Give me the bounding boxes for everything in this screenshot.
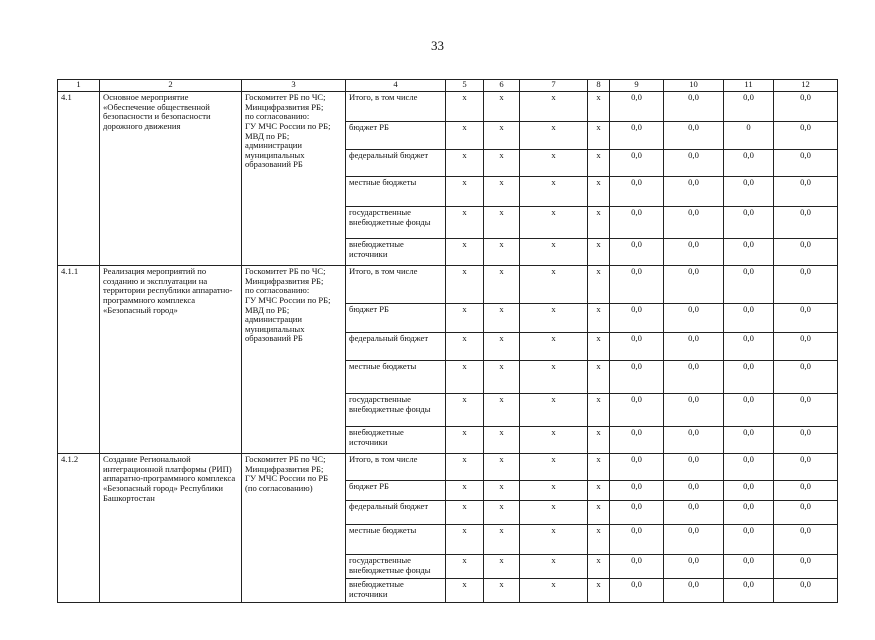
column-number-7: 7	[520, 80, 588, 92]
funding-source: внебюджетные источники	[346, 579, 446, 603]
x-mark-cell: x	[520, 427, 588, 454]
amount-cell: 0,0	[724, 266, 774, 304]
amount-cell: 0,0	[664, 266, 724, 304]
column-number-2: 2	[100, 80, 242, 92]
column-number-9: 9	[610, 80, 664, 92]
amount-cell: 0,0	[610, 92, 664, 122]
x-mark-cell: x	[484, 239, 520, 266]
amount-cell: 0,0	[774, 454, 838, 481]
amount-cell: 0,0	[774, 525, 838, 555]
amount-cell: 0,0	[724, 150, 774, 177]
x-mark-cell: x	[484, 304, 520, 333]
section-name: Основное мероприятие «Обеспечение общественной безопасности и безопасности дорожного движения	[100, 92, 242, 266]
column-number-header-row	[58, 80, 838, 92]
x-mark-cell: x	[484, 122, 520, 150]
amount-cell: 0,0	[664, 454, 724, 481]
table-row	[58, 454, 838, 481]
executor-line: (по согласованию)	[245, 482, 313, 493]
x-mark-cell: x	[446, 266, 484, 304]
x-mark-cell: x	[520, 361, 588, 394]
funding-source: федеральный бюджет	[346, 501, 446, 525]
amount-cell: 0,0	[774, 501, 838, 525]
amount-cell: 0,0	[664, 525, 724, 555]
x-mark-cell: x	[520, 454, 588, 481]
x-mark-cell: x	[484, 501, 520, 525]
section-name: Создание Региональной интеграционной платформы (РИП) аппаратно-программного комплекса «Безопасный город» Республики Башкортостан	[100, 454, 242, 603]
executor-line: ГУ МЧС России по РБ	[245, 473, 329, 484]
column-number-6: 6	[484, 80, 520, 92]
amount-cell: 0,0	[724, 207, 774, 239]
funding-source: государственные внебюджетные фонды	[346, 394, 446, 427]
amount-cell: 0,0	[724, 361, 774, 394]
executor-line: ГУ МЧС России по РБ;	[245, 120, 331, 131]
x-mark-cell: x	[484, 266, 520, 304]
section-number: 4.1.1	[58, 266, 100, 454]
amount-cell: 0,0	[774, 92, 838, 122]
x-mark-cell: x	[520, 394, 588, 427]
executor-line: по согласованию:	[245, 285, 310, 296]
amount-cell: 0	[724, 122, 774, 150]
x-mark-cell: x	[446, 92, 484, 122]
amount-cell: 0,0	[664, 177, 724, 207]
amount-cell: 0,0	[724, 525, 774, 555]
column-number-1: 1	[58, 80, 100, 92]
x-mark-cell: x	[588, 394, 610, 427]
amount-cell: 0,0	[610, 239, 664, 266]
amount-cell: 0,0	[610, 266, 664, 304]
amount-cell: 0,0	[664, 207, 724, 239]
funding-source: Итого, в том числе	[346, 266, 446, 304]
amount-cell: 0,0	[774, 177, 838, 207]
x-mark-cell: x	[446, 394, 484, 427]
funding-source: государственные внебюджетные фонды	[346, 555, 446, 579]
amount-cell: 0,0	[724, 304, 774, 333]
x-mark-cell: x	[588, 427, 610, 454]
amount-cell: 0,0	[610, 394, 664, 427]
program-table	[57, 79, 838, 603]
amount-cell: 0,0	[774, 207, 838, 239]
amount-cell: 0,0	[724, 92, 774, 122]
table-row	[58, 92, 838, 122]
amount-cell: 0,0	[774, 122, 838, 150]
section-number: 4.1.2	[58, 454, 100, 603]
x-mark-cell: x	[446, 304, 484, 333]
x-mark-cell: x	[484, 92, 520, 122]
x-mark-cell: x	[484, 207, 520, 239]
column-number-3: 3	[242, 80, 346, 92]
amount-cell: 0,0	[774, 427, 838, 454]
x-mark-cell: x	[588, 239, 610, 266]
x-mark-cell: x	[446, 239, 484, 266]
x-mark-cell: x	[520, 177, 588, 207]
amount-cell: 0,0	[724, 394, 774, 427]
x-mark-cell: x	[520, 122, 588, 150]
column-number-4: 4	[346, 80, 446, 92]
x-mark-cell: x	[520, 207, 588, 239]
amount-cell: 0,0	[610, 150, 664, 177]
x-mark-cell: x	[520, 239, 588, 266]
x-mark-cell: x	[446, 427, 484, 454]
amount-cell: 0,0	[664, 150, 724, 177]
amount-cell: 0,0	[610, 427, 664, 454]
x-mark-cell: x	[484, 394, 520, 427]
x-mark-cell: x	[446, 177, 484, 207]
amount-cell: 0,0	[610, 304, 664, 333]
x-mark-cell: x	[520, 579, 588, 603]
executor-line: администрации муниципальных образований РБ	[245, 140, 305, 170]
x-mark-cell: x	[484, 454, 520, 481]
amount-cell: 0,0	[610, 555, 664, 579]
x-mark-cell: x	[484, 525, 520, 555]
x-mark-cell: x	[520, 92, 588, 122]
amount-cell: 0,0	[664, 481, 724, 501]
funding-source: внебюджетные источники	[346, 239, 446, 266]
section-name: Реализация мероприятий по созданию и эксплуатации на территории республики аппаратно-программного комплекса «Безопасный город»	[100, 266, 242, 454]
column-number-12: 12	[774, 80, 838, 92]
x-mark-cell: x	[446, 361, 484, 394]
funding-source: Итого, в том числе	[346, 454, 446, 481]
amount-cell: 0,0	[774, 333, 838, 361]
x-mark-cell: x	[484, 579, 520, 603]
page-number: 33	[431, 38, 444, 53]
executor-line: Минцифразвития РБ;	[245, 101, 324, 112]
x-mark-cell: x	[446, 454, 484, 481]
x-mark-cell: x	[520, 304, 588, 333]
amount-cell: 0,0	[724, 454, 774, 481]
amount-cell: 0,0	[724, 177, 774, 207]
executor-line: администрации муниципальных образований РБ	[245, 314, 305, 344]
amount-cell: 0,0	[664, 555, 724, 579]
amount-cell: 0,0	[610, 525, 664, 555]
amount-cell: 0,0	[774, 394, 838, 427]
amount-cell: 0,0	[610, 501, 664, 525]
x-mark-cell: x	[484, 555, 520, 579]
amount-cell: 0,0	[774, 361, 838, 394]
x-mark-cell: x	[446, 579, 484, 603]
x-mark-cell: x	[484, 361, 520, 394]
x-mark-cell: x	[588, 501, 610, 525]
funding-source: внебюджетные источники	[346, 427, 446, 454]
amount-cell: 0,0	[724, 427, 774, 454]
executor-line: МВД по РБ;	[245, 304, 290, 315]
x-mark-cell: x	[588, 454, 610, 481]
amount-cell: 0,0	[724, 501, 774, 525]
x-mark-cell: x	[588, 177, 610, 207]
x-mark-cell: x	[588, 150, 610, 177]
x-mark-cell: x	[588, 304, 610, 333]
funding-source: Итого, в том числе	[346, 92, 446, 122]
executor-line: МВД по РБ;	[245, 130, 290, 141]
x-mark-cell: x	[484, 177, 520, 207]
amount-cell: 0,0	[610, 454, 664, 481]
executor-line: Госкомитет РБ по ЧС;	[245, 92, 326, 102]
amount-cell: 0,0	[774, 239, 838, 266]
x-mark-cell: x	[520, 266, 588, 304]
x-mark-cell: x	[588, 481, 610, 501]
amount-cell: 0,0	[724, 239, 774, 266]
executor-line: Госкомитет РБ по ЧС;	[245, 454, 326, 464]
amount-cell: 0,0	[664, 304, 724, 333]
amount-cell: 0,0	[774, 150, 838, 177]
x-mark-cell: x	[484, 427, 520, 454]
x-mark-cell: x	[446, 207, 484, 239]
amount-cell: 0,0	[610, 481, 664, 501]
x-mark-cell: x	[446, 122, 484, 150]
amount-cell: 0,0	[610, 579, 664, 603]
funding-source: федеральный бюджет	[346, 150, 446, 177]
executor-line: Госкомитет РБ по ЧС;	[245, 266, 326, 276]
section-executor	[242, 266, 346, 454]
amount-cell: 0,0	[610, 207, 664, 239]
x-mark-cell: x	[588, 207, 610, 239]
x-mark-cell: x	[446, 150, 484, 177]
funding-source: бюджет РБ	[346, 122, 446, 150]
funding-source: бюджет РБ	[346, 304, 446, 333]
amount-cell: 0,0	[664, 333, 724, 361]
amount-cell: 0,0	[724, 579, 774, 603]
x-mark-cell: x	[484, 333, 520, 361]
x-mark-cell: x	[446, 333, 484, 361]
amount-cell: 0,0	[664, 92, 724, 122]
x-mark-cell: x	[588, 579, 610, 603]
funding-source: местные бюджеты	[346, 177, 446, 207]
x-mark-cell: x	[588, 361, 610, 394]
x-mark-cell: x	[446, 481, 484, 501]
amount-cell: 0,0	[610, 177, 664, 207]
amount-cell: 0,0	[774, 266, 838, 304]
x-mark-cell: x	[446, 501, 484, 525]
section-executor	[242, 92, 346, 266]
amount-cell: 0,0	[664, 361, 724, 394]
amount-cell: 0,0	[664, 394, 724, 427]
x-mark-cell: x	[520, 501, 588, 525]
amount-cell: 0,0	[610, 122, 664, 150]
table-row	[58, 266, 838, 304]
amount-cell: 0,0	[724, 555, 774, 579]
x-mark-cell: x	[520, 525, 588, 555]
amount-cell: 0,0	[664, 579, 724, 603]
amount-cell: 0,0	[664, 122, 724, 150]
amount-cell: 0,0	[724, 481, 774, 501]
funding-source: бюджет РБ	[346, 481, 446, 501]
amount-cell: 0,0	[724, 333, 774, 361]
column-number-10: 10	[664, 80, 724, 92]
x-mark-cell: x	[520, 150, 588, 177]
executor-line: Минцифразвития РБ;	[245, 463, 324, 474]
amount-cell: 0,0	[610, 333, 664, 361]
x-mark-cell: x	[588, 333, 610, 361]
x-mark-cell: x	[520, 333, 588, 361]
x-mark-cell: x	[588, 92, 610, 122]
x-mark-cell: x	[588, 525, 610, 555]
amount-cell: 0,0	[774, 579, 838, 603]
executor-line: ГУ МЧС России по РБ;	[245, 294, 331, 305]
x-mark-cell: x	[446, 555, 484, 579]
funding-source: государственные внебюджетные фонды	[346, 207, 446, 239]
x-mark-cell: x	[520, 481, 588, 501]
section-number: 4.1	[58, 92, 100, 266]
amount-cell: 0,0	[774, 481, 838, 501]
x-mark-cell: x	[446, 525, 484, 555]
column-number-8: 8	[588, 80, 610, 92]
amount-cell: 0,0	[610, 361, 664, 394]
amount-cell: 0,0	[664, 239, 724, 266]
amount-cell: 0,0	[664, 501, 724, 525]
x-mark-cell: x	[520, 555, 588, 579]
funding-source: местные бюджеты	[346, 525, 446, 555]
column-number-11: 11	[724, 80, 774, 92]
funding-source: местные бюджеты	[346, 361, 446, 394]
section-executor	[242, 454, 346, 603]
funding-source: федеральный бюджет	[346, 333, 446, 361]
x-mark-cell: x	[588, 555, 610, 579]
column-number-5: 5	[446, 80, 484, 92]
executor-line: по согласованию:	[245, 111, 310, 122]
x-mark-cell: x	[484, 150, 520, 177]
x-mark-cell: x	[588, 266, 610, 304]
amount-cell: 0,0	[664, 427, 724, 454]
amount-cell: 0,0	[774, 555, 838, 579]
amount-cell: 0,0	[774, 304, 838, 333]
x-mark-cell: x	[484, 481, 520, 501]
x-mark-cell: x	[588, 122, 610, 150]
executor-line: Минцифразвития РБ;	[245, 275, 324, 286]
table-body	[58, 92, 838, 603]
